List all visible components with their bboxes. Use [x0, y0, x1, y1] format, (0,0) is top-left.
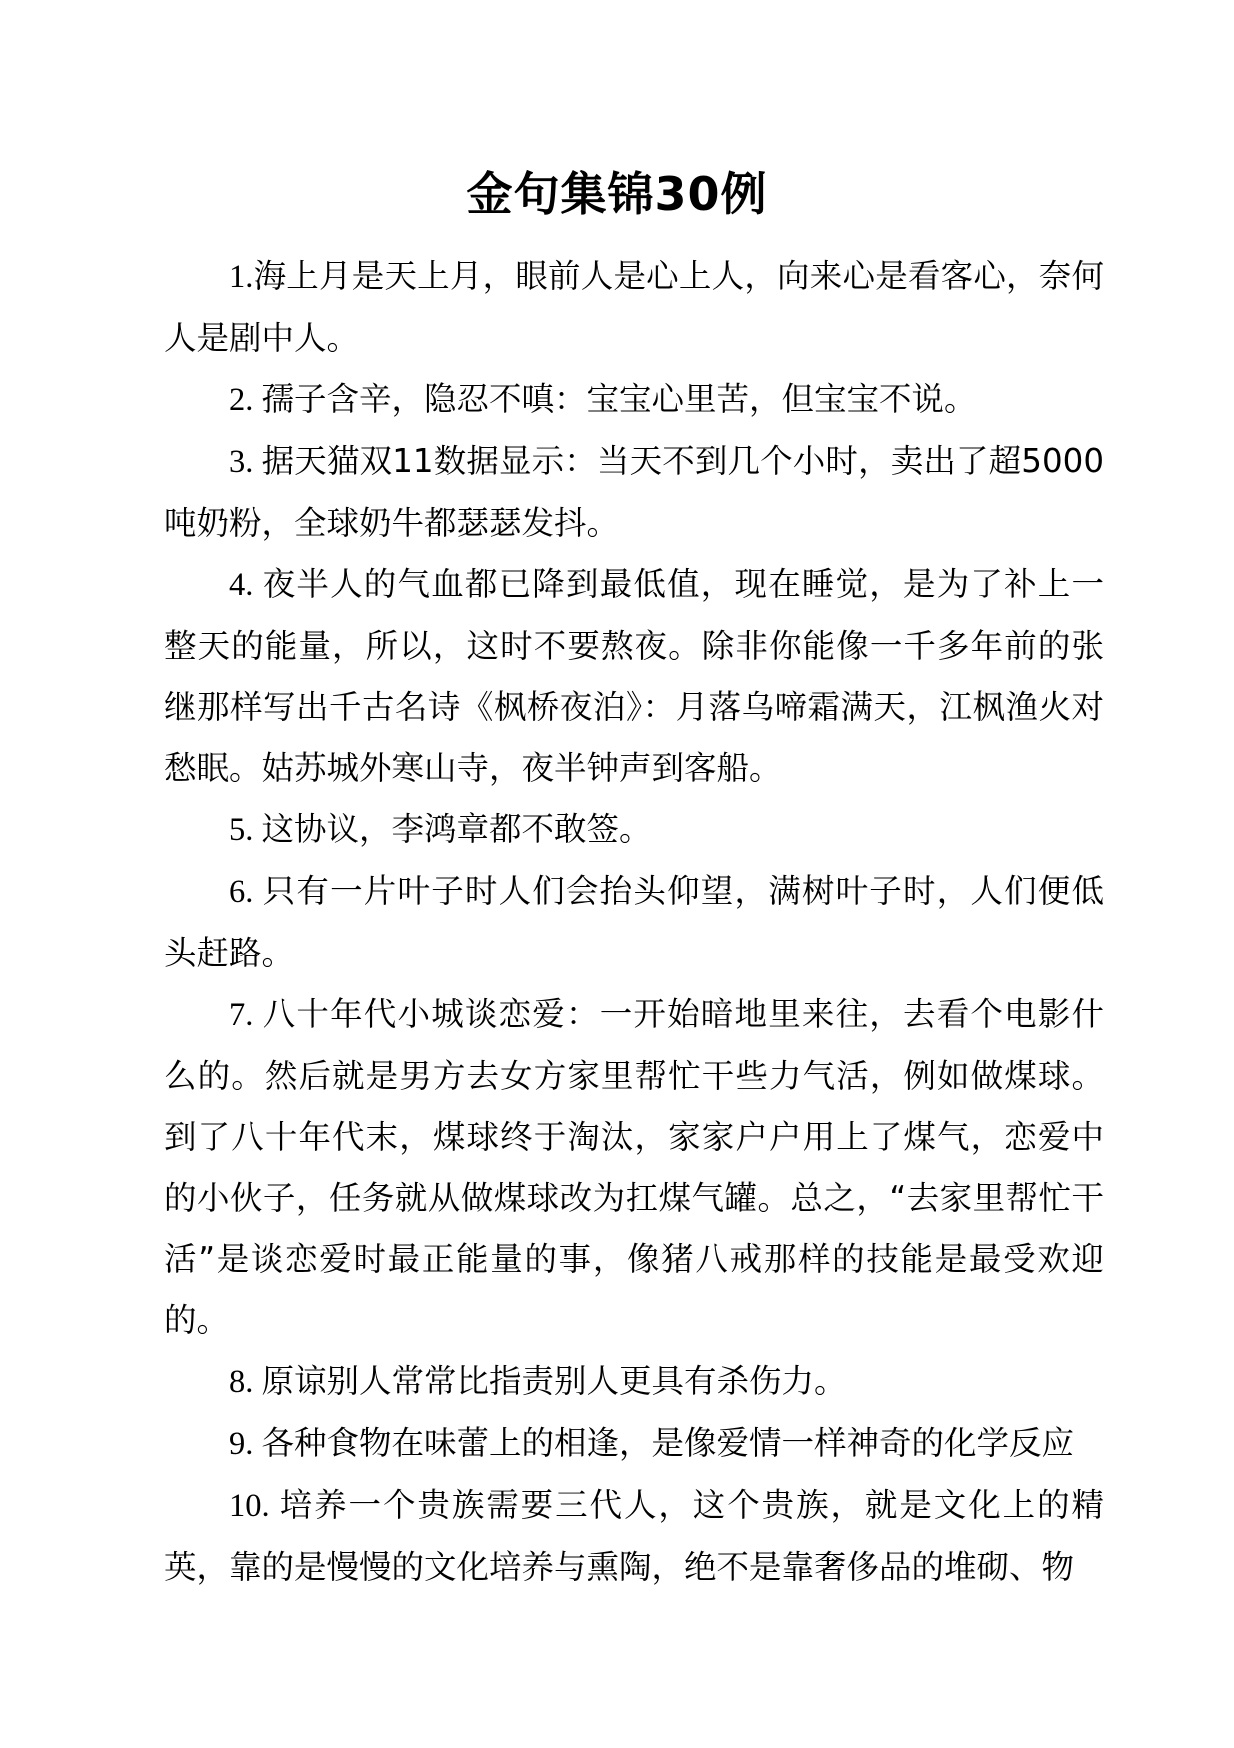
- quote-text-2: 孺子含辛，隐忍不嗔：宝宝心里苦，但宝宝不说。: [261, 380, 977, 418]
- quote-number-7: 7.: [229, 997, 263, 1033]
- quote-number-6: 6.: [229, 874, 263, 910]
- quote-text-5: 这协议，李鸿章都不敢签。: [261, 810, 652, 848]
- quote-text-1: 海上月是天上月，眼前人是心上人，向来心是看客心，奈何人是剧中人。: [164, 257, 1104, 357]
- quote-paragraph-8: [164, 1351, 1104, 1413]
- quote-text-3: 据天猫双11数据显示：当天不到几个小时，卖出了超5000吨奶粉，全球奶牛都瑟瑟发抖。: [164, 442, 1105, 542]
- quote-number-2: 2.: [229, 382, 262, 418]
- quote-paragraph-9: [164, 1413, 1104, 1475]
- quote-paragraph-1: [164, 246, 1104, 369]
- quote-number-5: 5.: [229, 812, 262, 848]
- document-body: [164, 246, 1104, 1598]
- document-title: 金句集锦30例: [466, 167, 768, 221]
- quote-paragraph-7: [164, 984, 1104, 1351]
- quote-text-6: 只有一片叶子时人们会抬头仰望，满树叶子时，人们便低头赶路。: [164, 872, 1104, 972]
- quote-text-10: 培养一个贵族需要三代人，这个贵族，就是文化上的精英，靠的是慢慢的文化培养与熏陶，绝不是靠奢侈品的堆砌、物: [164, 1486, 1104, 1586]
- quote-number-3: 3.: [229, 444, 262, 480]
- quote-text-7: 八十年代小城谈恋爱：一开始暗地里来往，去看个电影什么的。然后就是男方去女方家里帮忙干些力气活，例如做煤球。到了八十年代末，煤球终于淘汰，家家户户用上了煤气，恋爱中的小伙子，任务就从做煤球改为扛煤气罐。总之，“去家里帮忙干活”是谈恋爱时最正能量的事，像猪八戒那样的技能是最受欢迎的。: [164, 995, 1104, 1339]
- quote-number-1: 1.: [229, 259, 254, 295]
- quote-number-9: 9.: [229, 1426, 262, 1462]
- quote-text-4: 夜半人的气血都已降到最低值，现在睡觉，是为了补上一整天的能量，所以，这时不要熬夜。除非你能像一千多年前的张继那样写出千古名诗《枫桥夜泊》：月落乌啼霜满天，江枫渔火对愁眠。姑苏城外寒山寺，夜半钟声到客船。: [164, 565, 1104, 787]
- quote-paragraph-5: [164, 799, 1104, 861]
- quote-text-9: 各种食物在味蕾上的相逢，是像爱情一样神奇的化学反应: [261, 1424, 1075, 1462]
- quote-paragraph-10: [164, 1475, 1104, 1598]
- quote-paragraph-4: [164, 554, 1104, 799]
- quote-paragraph-2: [164, 369, 1104, 431]
- quote-text-8: 原谅别人常常比指责别人更具有杀伤力。: [261, 1362, 847, 1400]
- quote-number-10: 10.: [229, 1488, 280, 1524]
- quote-number-8: 8.: [229, 1364, 262, 1400]
- quote-paragraph-6: [164, 861, 1104, 984]
- quote-number-4: 4.: [229, 567, 263, 603]
- quote-paragraph-3: [164, 431, 1104, 554]
